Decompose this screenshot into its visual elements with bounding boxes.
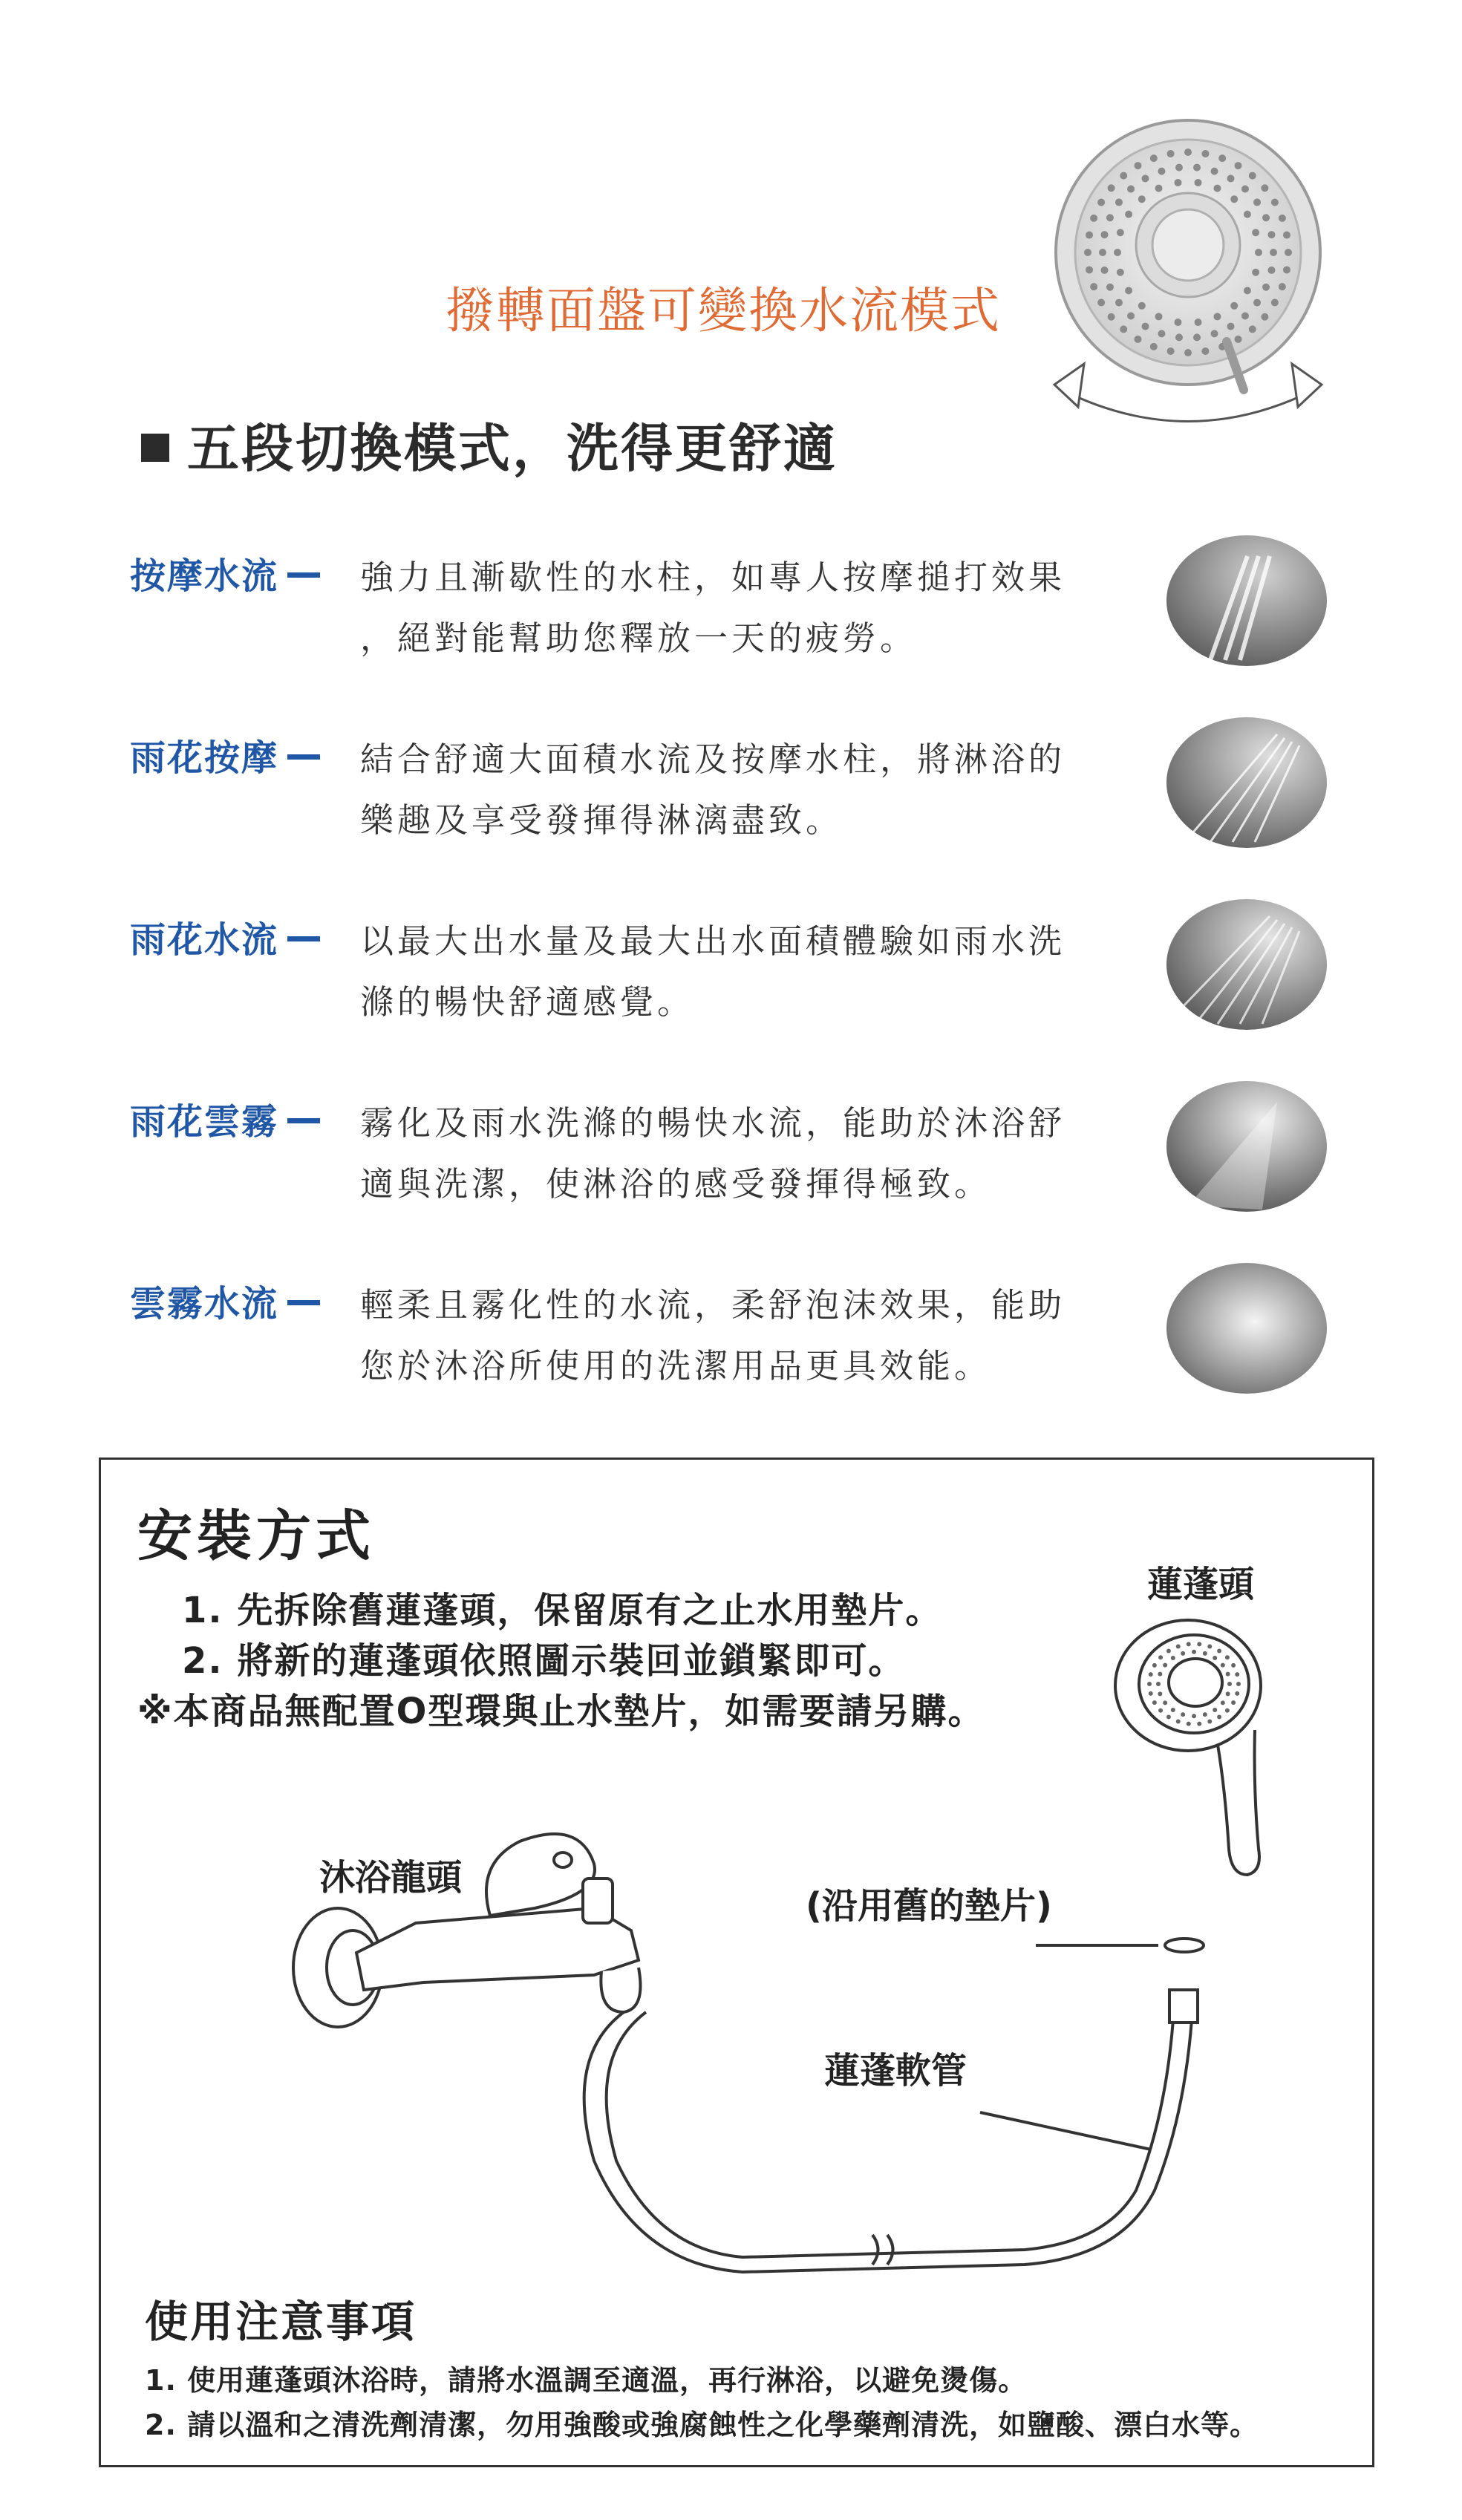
nozzle-dot [1138, 195, 1146, 203]
nozzle-dot [1176, 1719, 1181, 1723]
nozzle-dot [1271, 199, 1279, 206]
label-washer: (沿用舊的墊片) [806, 1885, 1052, 1927]
nozzle-dot [1253, 299, 1261, 307]
nozzle-dot [1226, 1691, 1230, 1696]
nozzle-dot [1086, 266, 1093, 273]
mode-description: 輕柔且霧化性的水流，柔舒泡沫效果，能助 您於沐浴所使用的洗潔用品更具效能。 [360, 1285, 1066, 1385]
nozzle-dot [1267, 231, 1275, 238]
nozzle-dot [1158, 168, 1165, 175]
nozzle-dot [1195, 319, 1202, 326]
mode-rain-massage [130, 729, 1407, 878]
nozzle-dot [1167, 347, 1175, 355]
nozzle-dot [1203, 1712, 1207, 1717]
nozzle-dot [1149, 1672, 1153, 1677]
faucet-hose-illustration [282, 1745, 1262, 2309]
nozzle-dot [1108, 313, 1115, 321]
nozzle-dot [1213, 313, 1221, 320]
nozzle-dot [1106, 284, 1114, 291]
nozzle-dot [1117, 269, 1124, 276]
nozzle-dot [1241, 186, 1249, 193]
dash-icon [287, 572, 320, 578]
nozzle-dot [1235, 162, 1242, 169]
nozzle-dot [1090, 215, 1097, 222]
nozzle-dot [1166, 1649, 1171, 1654]
nozzle-dot [1114, 249, 1121, 256]
mode-name: 雨花雲霧 [130, 1093, 320, 1144]
nozzle-dot [1207, 1645, 1212, 1649]
nozzle-dot [1201, 150, 1209, 157]
mode-name: 雨花水流 [130, 911, 320, 962]
nozzle-dot [1158, 1655, 1163, 1659]
nozzle-dot [1267, 267, 1275, 274]
nozzle-dot [1221, 1700, 1225, 1705]
spray-photo-icon [1166, 1080, 1328, 1213]
nozzle-dot [1158, 1708, 1163, 1713]
install-title: 安裝方式 [137, 1504, 375, 1568]
nozzle-dot [1174, 179, 1181, 186]
nozzle-dot [1244, 211, 1251, 218]
nozzle-dot [1192, 1650, 1196, 1654]
nozzle-dot [1235, 1691, 1239, 1696]
nozzle-dot [1090, 283, 1097, 290]
nozzle-dot [1150, 343, 1158, 350]
nozzle-dot [1230, 302, 1238, 310]
nozzle-dot [1230, 195, 1238, 203]
dash-icon [287, 1118, 320, 1123]
mode-description: 強力且漸歇性的水柱，如專人按摩搥打效果 ，絕對能幫助您釋放一天的疲勞。 [360, 558, 1066, 658]
nozzle-dot [1135, 336, 1142, 343]
nozzle-dot [1217, 1649, 1221, 1654]
nozzle-dot [1285, 249, 1292, 256]
nozzle-dot [1108, 184, 1115, 192]
nozzle-dot [1225, 1655, 1230, 1659]
nozzle-dot [1213, 185, 1221, 192]
nozzle-dot [1241, 312, 1249, 319]
mode-massage [130, 547, 1407, 696]
nozzle-dot [1213, 1708, 1217, 1712]
nozzle-dot [1255, 249, 1262, 256]
nozzle-dot [1115, 299, 1123, 307]
nozzle-dot [1195, 179, 1202, 186]
nozzle-dot [1155, 313, 1163, 320]
nozzle-dot [1152, 1700, 1157, 1705]
nozzle-dot [1163, 1663, 1167, 1668]
note-item-1: 1. 使用蓮蓬頭沐浴時，請將水溫調至適溫，再行淋浴，以避免燙傷。 [145, 2364, 1028, 2397]
nozzle-dot [1097, 299, 1105, 307]
label-shower-head: 蓮蓬頭 [1147, 1564, 1255, 1605]
dash-icon [287, 754, 320, 760]
mode-mist [130, 1275, 1407, 1423]
nozzle-dot [1181, 1712, 1185, 1717]
nozzle-dot [1252, 269, 1259, 276]
nozzle-dot [1167, 150, 1175, 157]
dash-icon [287, 936, 320, 941]
notes-title: 使用注意事項 [145, 2297, 417, 2347]
nozzle-dot [1283, 232, 1290, 239]
mode-rain [130, 911, 1407, 1060]
mode-rain-mist [130, 1093, 1407, 1241]
nozzle-dot [1217, 1714, 1221, 1719]
nozzle-dot [1197, 1642, 1201, 1646]
nozzle-dot [1149, 1691, 1153, 1696]
nozzle-dot [1097, 199, 1105, 206]
nozzle-dot [1197, 1722, 1201, 1726]
nozzle-dot [1155, 185, 1163, 192]
nozzle-dot [1262, 284, 1270, 291]
nozzle-dot [1150, 154, 1158, 162]
nozzle-dot [1187, 1722, 1191, 1726]
nozzle-dot [1253, 198, 1261, 206]
nozzle-dot [1163, 1700, 1167, 1705]
nozzle-dot [1184, 349, 1192, 356]
dash-icon [287, 1300, 320, 1305]
nozzle-dot [1221, 1663, 1225, 1668]
nozzle-dot [1231, 1663, 1236, 1668]
install-step-2: 2. 將新的蓮蓬頭依照圖示裝回並鎖緊即可。 [182, 1640, 906, 1682]
bullet-square-icon [141, 434, 169, 462]
nozzle-dot [1084, 249, 1091, 256]
nozzle-dot [1174, 319, 1181, 326]
section-heading-text: 五段切換模式，洗得更舒適 [187, 418, 838, 479]
spray-photo-icon [1166, 534, 1328, 667]
label-faucet: 沐浴龍頭 [319, 1857, 463, 1899]
nozzle-dot [1244, 287, 1251, 294]
section-heading [141, 407, 838, 482]
mode-description: 以最大出水量及最大出水面積體驗如雨水洗 滌的暢快舒適感覺。 [360, 921, 1066, 1022]
nozzle-dot [1249, 325, 1256, 333]
nozzle-dot [1158, 330, 1165, 337]
nozzle-dot [1142, 323, 1149, 330]
nozzle-dot [1192, 1714, 1196, 1718]
spray-photo-icon [1166, 1261, 1328, 1395]
nozzle-dot [1261, 313, 1268, 321]
nozzle-dot [1115, 198, 1123, 206]
nozzle-dot [1184, 148, 1192, 156]
mode-description: 結合舒適大面積水流及按摩水柱，將淋浴的 樂趣及享受發揮得淋漓盡致。 [360, 740, 1066, 840]
nozzle-dot [1211, 330, 1218, 337]
nozzle-dot [1252, 229, 1259, 236]
nozzle-dot [1211, 168, 1218, 175]
nozzle-dot [1193, 164, 1201, 172]
nozzle-dot [1283, 266, 1290, 273]
nozzle-dot [1207, 1719, 1212, 1723]
nozzle-dot [1218, 154, 1226, 162]
nozzle-dot [1086, 232, 1093, 239]
spray-photo-icon [1166, 716, 1328, 849]
nozzle-dot [1226, 1672, 1230, 1677]
nozzle-dot [1135, 162, 1142, 169]
nozzle-dot [1101, 267, 1109, 274]
nozzle-dot [1125, 211, 1132, 218]
nozzle-dot [1156, 1682, 1161, 1686]
label-hose: 蓮蓬軟管 [824, 2050, 967, 2092]
nozzle-dot [1181, 1651, 1185, 1656]
nozzle-dot [1106, 214, 1114, 221]
install-step-1: 1. 先拆除舊蓮蓬頭，保留原有之止水用墊片。 [182, 1590, 943, 1631]
nozzle-dot [1147, 1682, 1152, 1686]
dial-caption: 撥轉面盤可變換水流模式 [446, 282, 1001, 339]
nozzle-dot [1279, 283, 1286, 290]
nozzle-dot [1261, 184, 1268, 192]
nozzle-dot [1120, 325, 1127, 333]
nozzle-dot [1127, 312, 1135, 319]
shower-face-dial-illustration [1032, 104, 1329, 460]
nozzle-dot [1213, 1656, 1217, 1660]
nozzle-dot [1138, 302, 1146, 310]
nozzle-dot [1171, 1708, 1175, 1712]
nozzle-dot [1262, 214, 1270, 221]
nozzle-dot [1235, 336, 1242, 343]
spray-photo-icon [1166, 898, 1328, 1031]
nozzle-dot [1227, 174, 1235, 182]
nozzle-dot [1193, 333, 1201, 341]
nozzle-dot [1158, 1691, 1162, 1696]
nozzle-dot [1099, 249, 1106, 256]
nozzle-dot [1236, 1682, 1241, 1686]
mode-description: 霧化及雨水洗滌的暢快水流，能助於沐浴舒 適與洗潔，使淋浴的感受發揮得極致。 [360, 1103, 1066, 1204]
nozzle-dot [1279, 215, 1286, 222]
nozzle-dot [1187, 1642, 1191, 1646]
mode-name: 按摩水流 [130, 547, 320, 598]
nozzle-dot [1171, 1656, 1175, 1660]
nozzle-dot [1231, 1700, 1236, 1705]
nozzle-dot [1158, 1672, 1162, 1677]
nozzle-dot [1127, 186, 1135, 193]
nozzle-dot [1227, 1682, 1232, 1686]
nozzle-dot [1117, 229, 1124, 236]
nozzle-dot [1235, 1672, 1239, 1677]
nozzle-dot [1249, 172, 1256, 180]
nozzle-dot [1175, 164, 1183, 172]
nozzle-dot [1203, 1651, 1207, 1656]
nozzle-dot [1227, 323, 1235, 330]
nozzle-dot [1152, 1663, 1157, 1668]
nozzle-dot [1225, 1708, 1230, 1713]
nozzle-dot [1175, 333, 1183, 341]
install-note: ※本商品無配置O型環與止水墊片，如需要請另購。 [137, 1691, 985, 1732]
nozzle-dot [1142, 174, 1149, 182]
note-item-2: 2. 請以溫和之清洗劑清潔，勿用強酸或強腐蝕性之化學藥劑清洗，如鹽酸、漂白水等。 [145, 2409, 1259, 2441]
nozzle-dot [1101, 231, 1109, 238]
nozzle-dot [1201, 347, 1209, 355]
nozzle-dot [1176, 1645, 1181, 1649]
mode-name: 雲霧水流 [130, 1275, 320, 1326]
nozzle-dot [1125, 287, 1132, 294]
nozzle-dot [1270, 249, 1277, 256]
nozzle-dot [1271, 299, 1279, 307]
nozzle-dot [1166, 1714, 1171, 1719]
mode-name: 雨花按摩 [130, 729, 320, 780]
nozzle-dot [1120, 172, 1127, 180]
